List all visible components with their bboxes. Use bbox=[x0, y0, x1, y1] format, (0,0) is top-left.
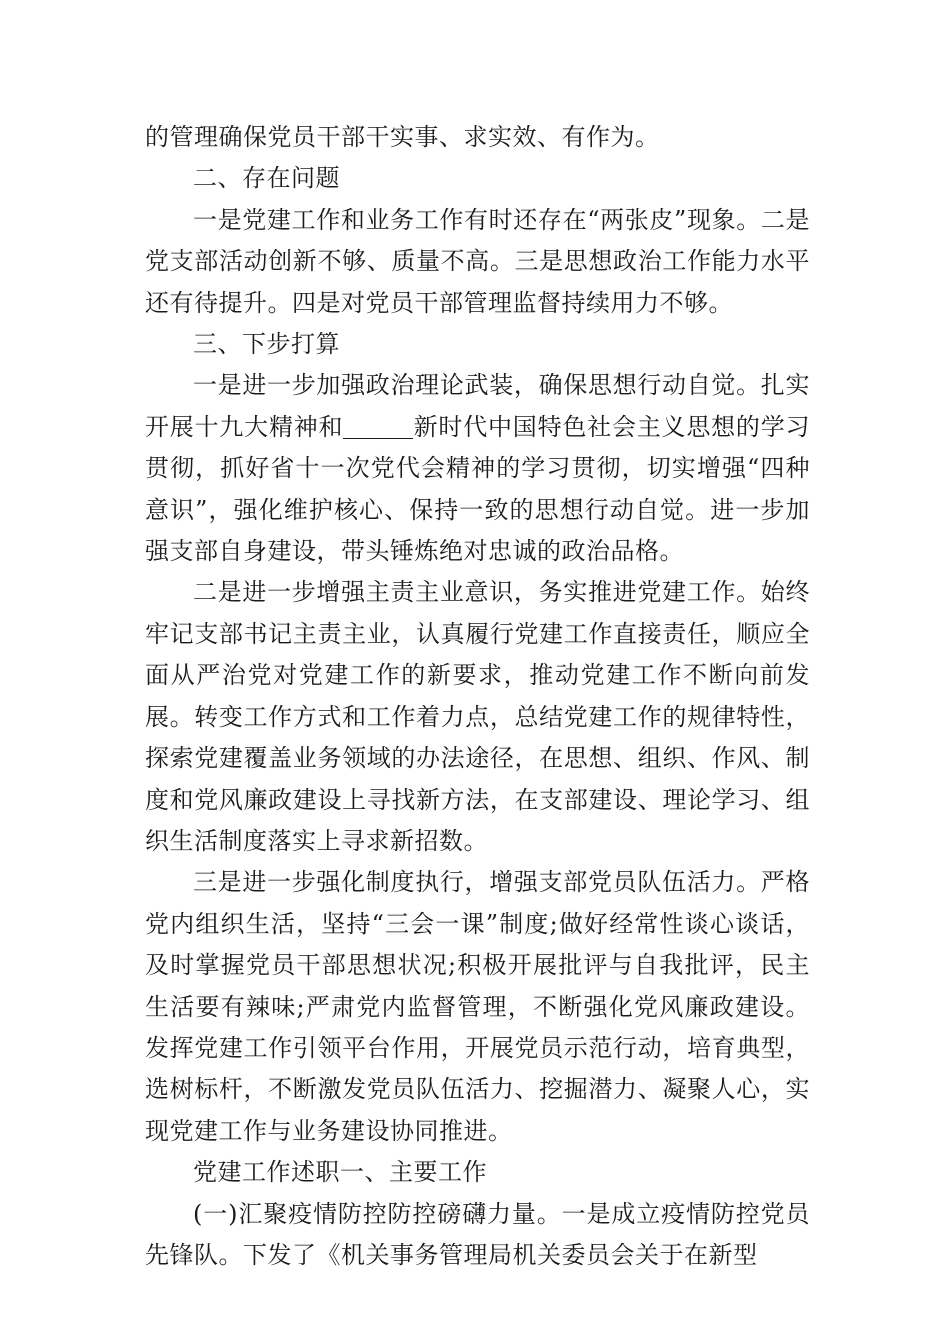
document-body bbox=[145, 117, 810, 1276]
paragraph-next-step-one-part-2: 新时代中国特色社会主义思想的学习贯彻，抓好省十一次党代会精神的学习贯彻，切实增强“四种意识”，强化维护核心、保持一致的思想行动自觉。进一步加强支部自身建设，带头锤炼绝对忠诚的政治品格。 bbox=[145, 412, 811, 566]
section-heading-next-steps: 三、下步打算 bbox=[193, 330, 340, 359]
paragraph-next-step-two: 二是进一步增强主责主业意识，务实推进党建工作。始终牢记支部书记主责主业，认真履行党建工作直接责任，顺应全面从严治党对党建工作的新要求，推动党建工作不断向前发展。转变工作方式和工作着力点，总结党建工作的规律特性，探索党建覆盖业务领域的办法途径，在思想、组织、作风、制度和党风廉政建设上寻找新方法，在支部建设、理论学习、组织生活制度落实上寻求新招数。 bbox=[145, 578, 810, 855]
paragraph-problems: 一是党建工作和业务工作有时还存在“两张皮”现象。二是党支部活动创新不够、质量不高。三是思想政治工作能力水平还有待提升。四是对党员干部管理监督持续用力不够。 bbox=[145, 205, 810, 317]
paragraph-next-step-one-part-1: 一是进一步加强政治理论武装，确保思想行动自觉。扎实开展十九大精神和 bbox=[145, 371, 810, 441]
paragraph-next-step-one bbox=[145, 365, 810, 572]
paragraph-next-step-three: 三是进一步强化制度执行，增强支部党员队伍活力。严格党内组织生活，坚持“三会一课”制度;做好经常性谈心谈话，及时掌握党员干部思想状况;积极开展批评与自我批评，民主生活要有辣味;严肃党内监督管理，不断强化党风廉政建设。发挥党建工作引领平台作用，开展党员示范行动，培育典型，选树标杆，不断激发党员队伍活力、挖掘潜力、凝聚人心，实现党建工作与业务建设协同推进。 bbox=[145, 868, 810, 1145]
section-heading-main-work: 党建工作述职一、主要工作 bbox=[193, 1158, 487, 1187]
section-heading-problems: 二、存在问题 bbox=[193, 164, 340, 193]
blank-line bbox=[343, 414, 413, 439]
paragraph-main-work-one: (一)汇聚疫情防控防控磅礴力量。一是成立疫情防控党员先锋队。下发了《机关事务管理局机关委员会关于在新型 bbox=[145, 1199, 810, 1269]
paragraph-continuation: 的管理确保党员干部干实事、求实效、有作为。 bbox=[145, 123, 660, 151]
